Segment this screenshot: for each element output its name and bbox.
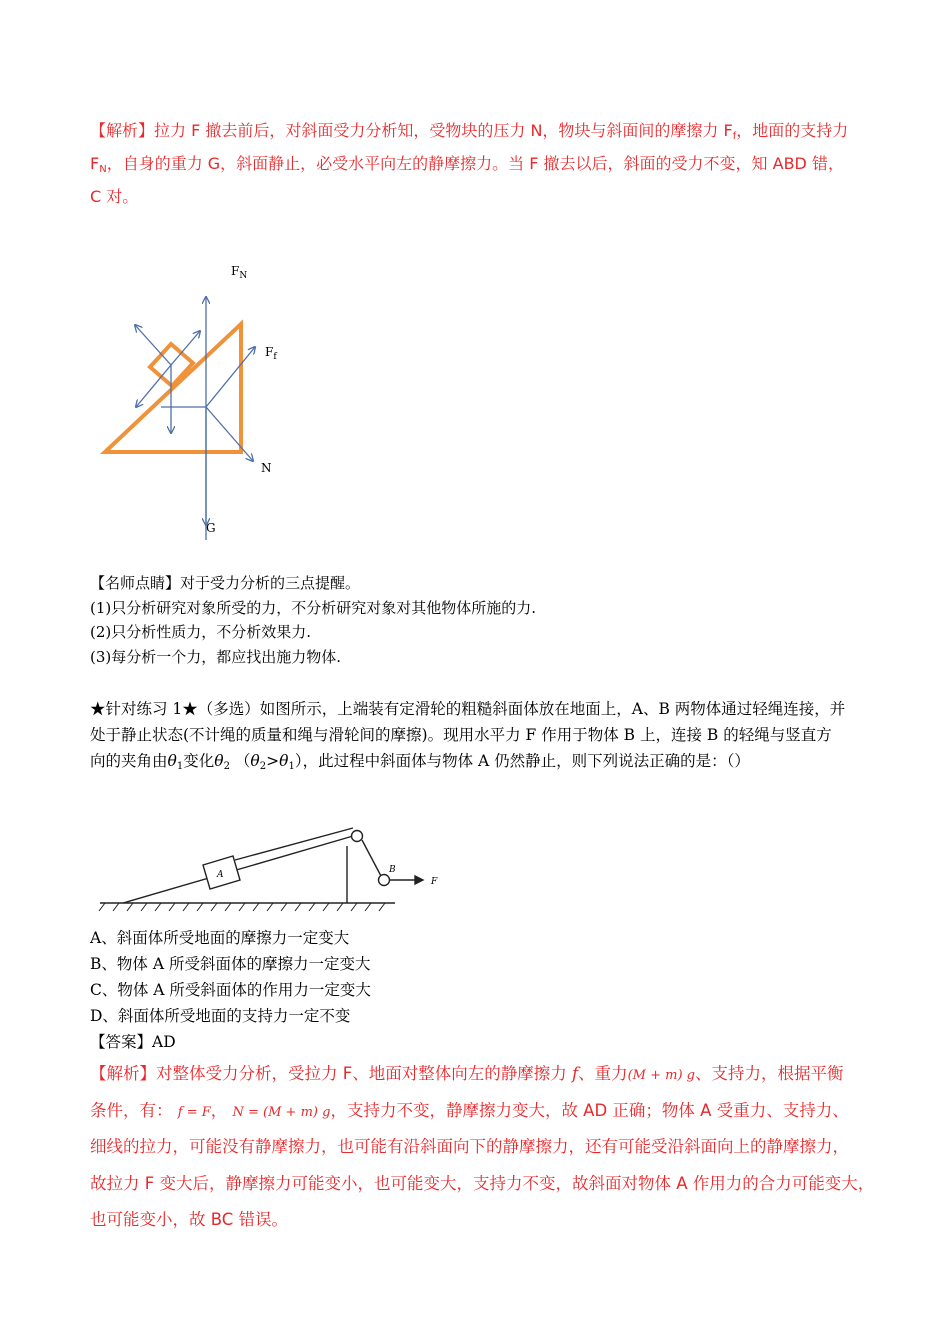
label-ff: $F_f$ — [265, 345, 277, 362]
analysis-1-line-1: 【解析】拉力 F 撤去前后，对斜面受力分析知，受物块的压力 N，物块与斜面间的摩擦力 $F_f$，地面的支持力 — [90, 121, 849, 142]
analysis-2-line-2: 条件，有： f = F， N = (M + m) g，支持力不变，静摩擦力变大，故 AD 正确；物体 A 受重力、支持力、 — [90, 1100, 849, 1120]
ground-hatching — [99, 903, 385, 911]
tips-title: 【名师点睛】对于受力分析的三点提醒。 — [90, 574, 361, 592]
arrow-friction — [206, 347, 255, 407]
analysis-2-line-4: 故拉力 F 变大后，静摩擦力可能变小，也可能变大，支持力不变，故斜面对物体 A 作用力的合力可能变大， — [90, 1173, 875, 1193]
rope-to-a — [235, 828, 353, 860]
teacher-tips — [90, 571, 880, 669]
answer-options — [90, 925, 880, 1055]
tips-item: (3)每分析一个力，都应找出施力物体. — [90, 647, 342, 666]
option-c: C、物体 A 所受斜面体的作用力一定变大 — [90, 981, 371, 999]
question-line-1: ★针对练习 1★（多选）如图所示，上端装有定滑轮的粗糙斜面体放在地面上，A、B 两物体通过轻绳连接，并 — [90, 700, 846, 718]
analysis-paragraph-2 — [90, 1056, 880, 1239]
answer-line: 【答案】AD — [90, 1033, 176, 1051]
question-line-2: 处于静止状态(不计绳的质量和绳与滑轮间的摩擦)。现用水平力 F 作用于物体 B 上，连接 B 的轻绳与竖直方 — [90, 726, 832, 744]
option-b: B、物体 A 所受斜面体的摩擦力一定变大 — [90, 955, 371, 973]
analysis-2-line-5: 也可能变小，故 BC 错误。 — [90, 1210, 289, 1229]
tips-item: (2)只分析性质力，不分析效果力. — [90, 623, 312, 641]
label-g: G — [206, 521, 216, 535]
arrow-block-up-left — [135, 325, 171, 365]
incline-pulley-figure — [95, 828, 455, 918]
analysis-1-line-2: $F_N$，自身的重力 G，斜面静止，必受水平向左的静摩擦力。当 F 撤去以后，斜面的受力不变，知 ABD 错， — [90, 154, 844, 175]
label-n: N — [261, 461, 272, 475]
block-b — [379, 875, 390, 886]
analysis-2-line-3: 细线的拉力，可能没有静摩擦力，也可能有沿斜面向下的静摩擦力，还有可能受沿斜面向上的静摩擦力， — [90, 1137, 849, 1156]
rope-to-b — [362, 840, 381, 876]
force-diagram — [95, 255, 295, 545]
label-block-a: A — [217, 870, 224, 880]
practice-question — [90, 696, 890, 774]
label-fn: $F_N$ — [231, 264, 248, 281]
option-a: A、斜面体所受地面的摩擦力一定变大 — [90, 929, 350, 947]
analysis-paragraph-1 — [90, 114, 880, 213]
label-block-b: B — [389, 865, 396, 875]
question-line-3: 向的夹角由$\theta_1$变化$\theta_2$ $(\theta_2>\theta_1)$，此过程中斜面体与物体 A 仍然静止，则下列说法正确的是：（） — [90, 752, 750, 772]
analysis-2-line-1: 【解析】对整体受力分析，受拉力 F、地面对整体向左的静摩擦力 f、重力(M + m) g、支持力，根据平衡 — [90, 1064, 844, 1083]
incline-surface — [123, 836, 353, 903]
label-force-f: F — [431, 877, 438, 887]
option-d: D、斜面体所受地面的支持力一定不变 — [90, 1007, 351, 1025]
force-f-arrowhead — [415, 876, 423, 884]
tips-item: (1)只分析研究对象所受的力，不分析研究对象对其他物体所施的力. — [90, 598, 537, 617]
analysis-1-line-3: C 对。 — [90, 187, 139, 206]
pulley — [352, 831, 363, 842]
